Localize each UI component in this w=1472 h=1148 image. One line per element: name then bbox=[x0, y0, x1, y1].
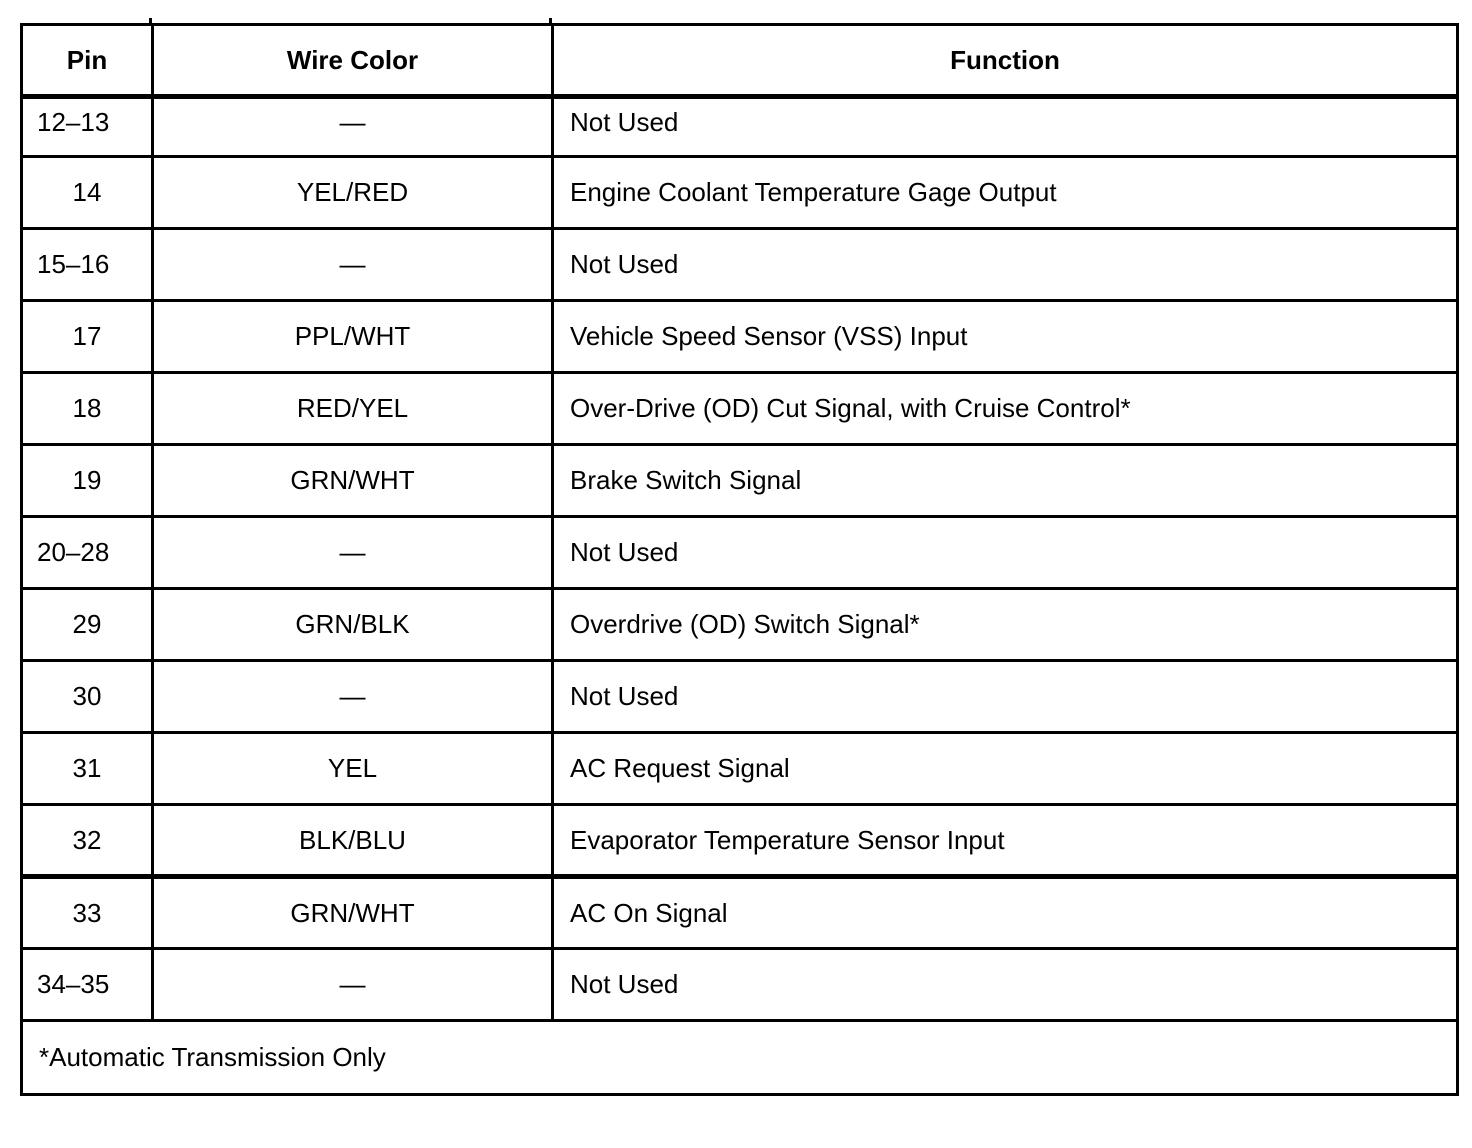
wire-color-cell: RED/YEL bbox=[153, 373, 553, 445]
function-cell: Not Used bbox=[553, 949, 1458, 1021]
pin-cell: 17 bbox=[22, 301, 153, 373]
pin-cell: 20–28 bbox=[22, 517, 153, 589]
table-row bbox=[22, 373, 1458, 445]
header-wire-color: Wire Color bbox=[153, 25, 553, 97]
function-cell: AC On Signal bbox=[553, 877, 1458, 949]
function-cell: Not Used bbox=[553, 517, 1458, 589]
table-row bbox=[22, 301, 1458, 373]
wire-color-cell: BLK/BLU bbox=[153, 805, 553, 877]
wire-color-cell: GRN/WHT bbox=[153, 445, 553, 517]
table-row bbox=[22, 589, 1458, 661]
pin-cell: 30 bbox=[22, 661, 153, 733]
function-cell: Vehicle Speed Sensor (VSS) Input bbox=[553, 301, 1458, 373]
pin-cell: 12–13 bbox=[22, 97, 153, 157]
table-row bbox=[22, 97, 1458, 157]
table-header-row bbox=[22, 25, 1458, 97]
table-row bbox=[22, 733, 1458, 805]
wire-color-cell: — bbox=[153, 661, 553, 733]
table-row bbox=[22, 229, 1458, 301]
table-row bbox=[22, 805, 1458, 877]
pin-cell: 29 bbox=[22, 589, 153, 661]
pin-cell: 33 bbox=[22, 877, 153, 949]
table-row bbox=[22, 661, 1458, 733]
header-pin: Pin bbox=[22, 25, 153, 97]
function-cell: Not Used bbox=[553, 97, 1458, 157]
wire-color-cell: — bbox=[153, 97, 553, 157]
footnote: *Automatic Transmission Only bbox=[22, 1021, 1458, 1095]
wire-color-cell: — bbox=[153, 949, 553, 1021]
table-row bbox=[22, 445, 1458, 517]
wire-color-cell: PPL/WHT bbox=[153, 301, 553, 373]
wire-color-cell: YEL bbox=[153, 733, 553, 805]
footnote-row bbox=[22, 1021, 1458, 1095]
pin-cell: 19 bbox=[22, 445, 153, 517]
function-cell: Over-Drive (OD) Cut Signal, with Cruise Control* bbox=[553, 373, 1458, 445]
wire-color-cell: — bbox=[153, 517, 553, 589]
pin-cell: 34–35 bbox=[22, 949, 153, 1021]
table-row bbox=[22, 157, 1458, 229]
pin-assignment-table bbox=[20, 23, 1459, 1096]
function-cell: Brake Switch Signal bbox=[553, 445, 1458, 517]
wire-color-cell: GRN/BLK bbox=[153, 589, 553, 661]
function-cell: AC Request Signal bbox=[553, 733, 1458, 805]
header-function: Function bbox=[553, 25, 1458, 97]
table-row bbox=[22, 517, 1458, 589]
wire-color-cell: — bbox=[153, 229, 553, 301]
pin-cell: 31 bbox=[22, 733, 153, 805]
table-row bbox=[22, 877, 1458, 949]
function-cell: Evaporator Temperature Sensor Input bbox=[553, 805, 1458, 877]
function-cell: Overdrive (OD) Switch Signal* bbox=[553, 589, 1458, 661]
pin-cell: 18 bbox=[22, 373, 153, 445]
wire-color-cell: YEL/RED bbox=[153, 157, 553, 229]
wire-color-cell: GRN/WHT bbox=[153, 877, 553, 949]
function-cell: Not Used bbox=[553, 661, 1458, 733]
function-cell: Not Used bbox=[553, 229, 1458, 301]
table-row bbox=[22, 949, 1458, 1021]
pin-cell: 14 bbox=[22, 157, 153, 229]
function-cell: Engine Coolant Temperature Gage Output bbox=[553, 157, 1458, 229]
pin-cell: 32 bbox=[22, 805, 153, 877]
pin-cell: 15–16 bbox=[22, 229, 153, 301]
